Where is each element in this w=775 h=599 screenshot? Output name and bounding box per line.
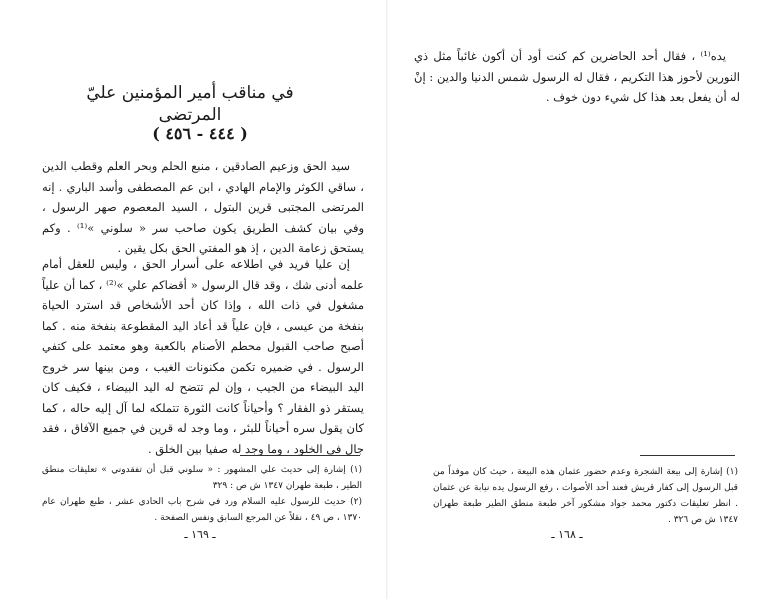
body-paragraph-right (414, 46, 740, 108)
footnote-divider (240, 455, 360, 456)
paragraph-text: سيد الحق وزعيم الصادقين ، منبع الحلم وبحر العلم وقطب الدين ، ساقي الكوثر والإمام الهادي ، ابن عم المصطفى وأسد الباري . إنه المرتضى المجتبى قرين البتول ، السيد المعصوم صهر الرسول ، وفي بيان كشف الطريق يكون صاحب سر « سلوني »⁽¹⁾ . وكم يستحق زعامة الدين ، إذ هو المفتي الحق بكل يقين . (42, 159, 364, 255)
body-paragraph-2 (42, 254, 364, 459)
paragraph-text: يده⁽¹⁾ ، فقال أحد الحاضرين كم كنت أود أن أكون غائباً مثل ذي النورين لأحوز هذا التكريم ، فقال له الرسول شمس الدنيا والدين : إنْ له أن يفعل بعد هذا كل شيء دون خوف . (414, 49, 740, 104)
page-number: ـ ١٦٨ ـ (551, 528, 583, 541)
page-number: ـ ١٦٩ ـ (184, 528, 216, 541)
footnote-2: (٢) حديث للرسول عليه السلام ورد في شرح باب الحادي عشر ، طبع طهران عام ١٣٧٠ ، ص ٤٩ ، نقلاً عن المرجع السابق ونفس الصفحة . (42, 497, 362, 523)
body-paragraph-1 (42, 156, 364, 259)
chapter-heading: في مناقب أمير المؤمنين عليّ المرتضى (86, 83, 294, 125)
paragraph-text: إن عليا فريد في اطلاعه على أسرار الحق ، وليس للعقل أمام علمه أدنى شك ، وقد قال الرسول « أقضاكم علي »⁽²⁾ ، كما أن علياً مشغول في ذات الله ، وإذا كان أحد الأشخاص قد استرد الحياة بنفخة من عيسى ، فإن علياً قد أعاد اليد المقطوعة بنفخة منه . كما أصبح صاحب القبول محطم الأصنام بالكعبة وهو معتمد على كتفي الرسول . في ضميره تكمن مكنونات الغيب ، ومن بينها سر خروج اليد البيضاء من الجيب ، وإن لم تتضح له اليد البيضاء ، فكيف كان يستقر ذو الفقار ؟ وأحياناً كانت الثورة تتملكه لما آل إليه حاله ، كما كان يقول سره أحياناً للبئر ، وما وجد له قرين في جميع الآفاق ، فقد جال في الخلود ، وما وجد له صفيا بين الخلق . (42, 257, 364, 456)
footnote-1: (١) إشارة إلى بيعة الشجرة وعدم حضور عثمان هذه البيعة ، حيث كان موفداً من قبل الرسول إلى كفار قريش فعند أحد الأصوات ، رفع الرسول يده نيابة عن عثمان . انظر تعليقات دكتور محمد جواد مشكور آخر طبعة منطق الطير طبعة طهران ١٣٤٧ ش ص ٣٢٦ . (433, 467, 738, 525)
footnotes-right (433, 464, 738, 528)
footnote-divider (640, 455, 735, 456)
footnotes (42, 462, 362, 526)
verse-range: ( ٤٤٤ - ٤٥٦ ) (152, 124, 248, 143)
footnote-1: (١) إشارة إلى حديث علي المشهور : « سلوني قبل أن تفقدوني » تعليقات منطق الطير ، طبعة طهران ١٣٤٧ ش ص : ٣٢٩ (42, 465, 362, 491)
